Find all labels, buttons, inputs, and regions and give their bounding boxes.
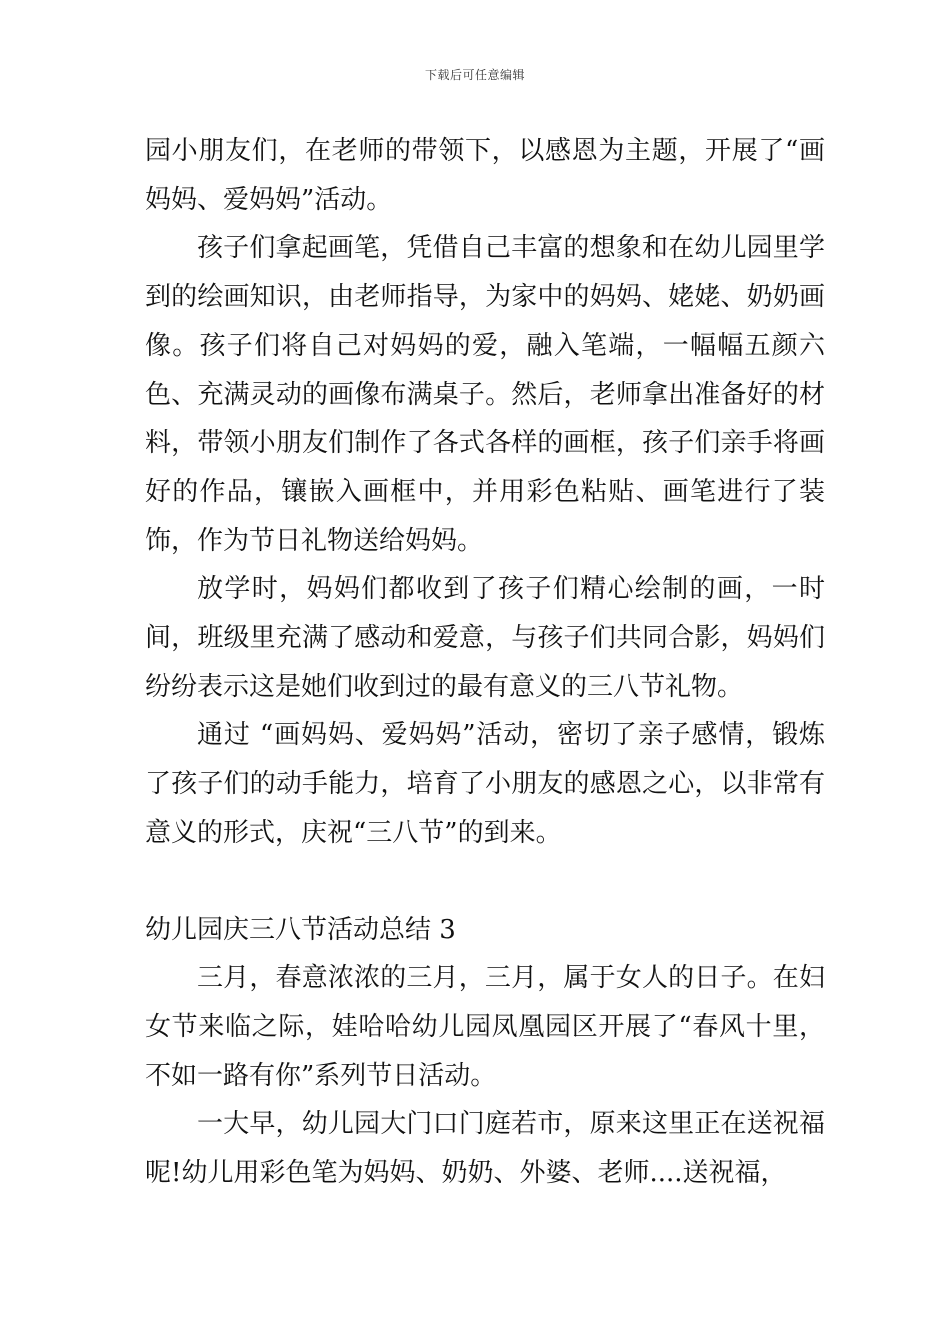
paragraph-4: 通过 “画妈妈、爱妈妈”活动，密切了亲子感情，锻炼了孩子们的动手能力，培育了小朋友的感恩之心，以非常有意义的形式，庆祝“三八节”的到来。: [145, 720, 825, 848]
paragraph-6: 一大早，幼儿园大门口门庭若市，原来这里正在送祝福呢!幼儿用彩色笔为妈妈、奶奶、外婆、老师....送祝福，: [145, 1109, 825, 1189]
paragraph-2: 孩子们拿起画笔，凭借自己丰富的想象和在幼儿园里学到的绘画知识，由老师指导，为家中的妈妈、姥姥、奶奶画像。孩子们将自己对妈妈的爱，融入笔端，一幅幅五颜六色、充满灵动的画像布满桌子。然后，老师拿出准备好的材料，带领小朋友们制作了各式各样的画框，孩子们亲手将画好的作品，镶嵌入画框中，并用彩色粘贴、画笔进行了装饰，作为节日礼物送给妈妈。: [145, 233, 825, 556]
paragraph-5: 三月，春意浓浓的三月，三月，属于女人的日子。在妇女节来临之际，娃哈哈幼儿园凤凰园区开展了“春风十里，不如一路有你”系列节日活动。: [145, 963, 825, 1091]
paragraph-3: 放学时，妈妈们都收到了孩子们精心绘制的画，一时间，班级里充满了感动和爱意，与孩子们共同合影，妈妈们纷纷表示这是她们收到过的最有意义的三八节礼物。: [145, 574, 825, 702]
paragraph-1: 园小朋友们，在老师的带领下，以感恩为主题，开展了“画妈妈、爱妈妈”活动。: [145, 136, 825, 215]
document-body: [145, 127, 825, 1198]
section-title: 幼儿园庆三八节活动总结 3: [145, 914, 456, 945]
page-header-note: 下载后可任意编辑: [424, 68, 525, 82]
